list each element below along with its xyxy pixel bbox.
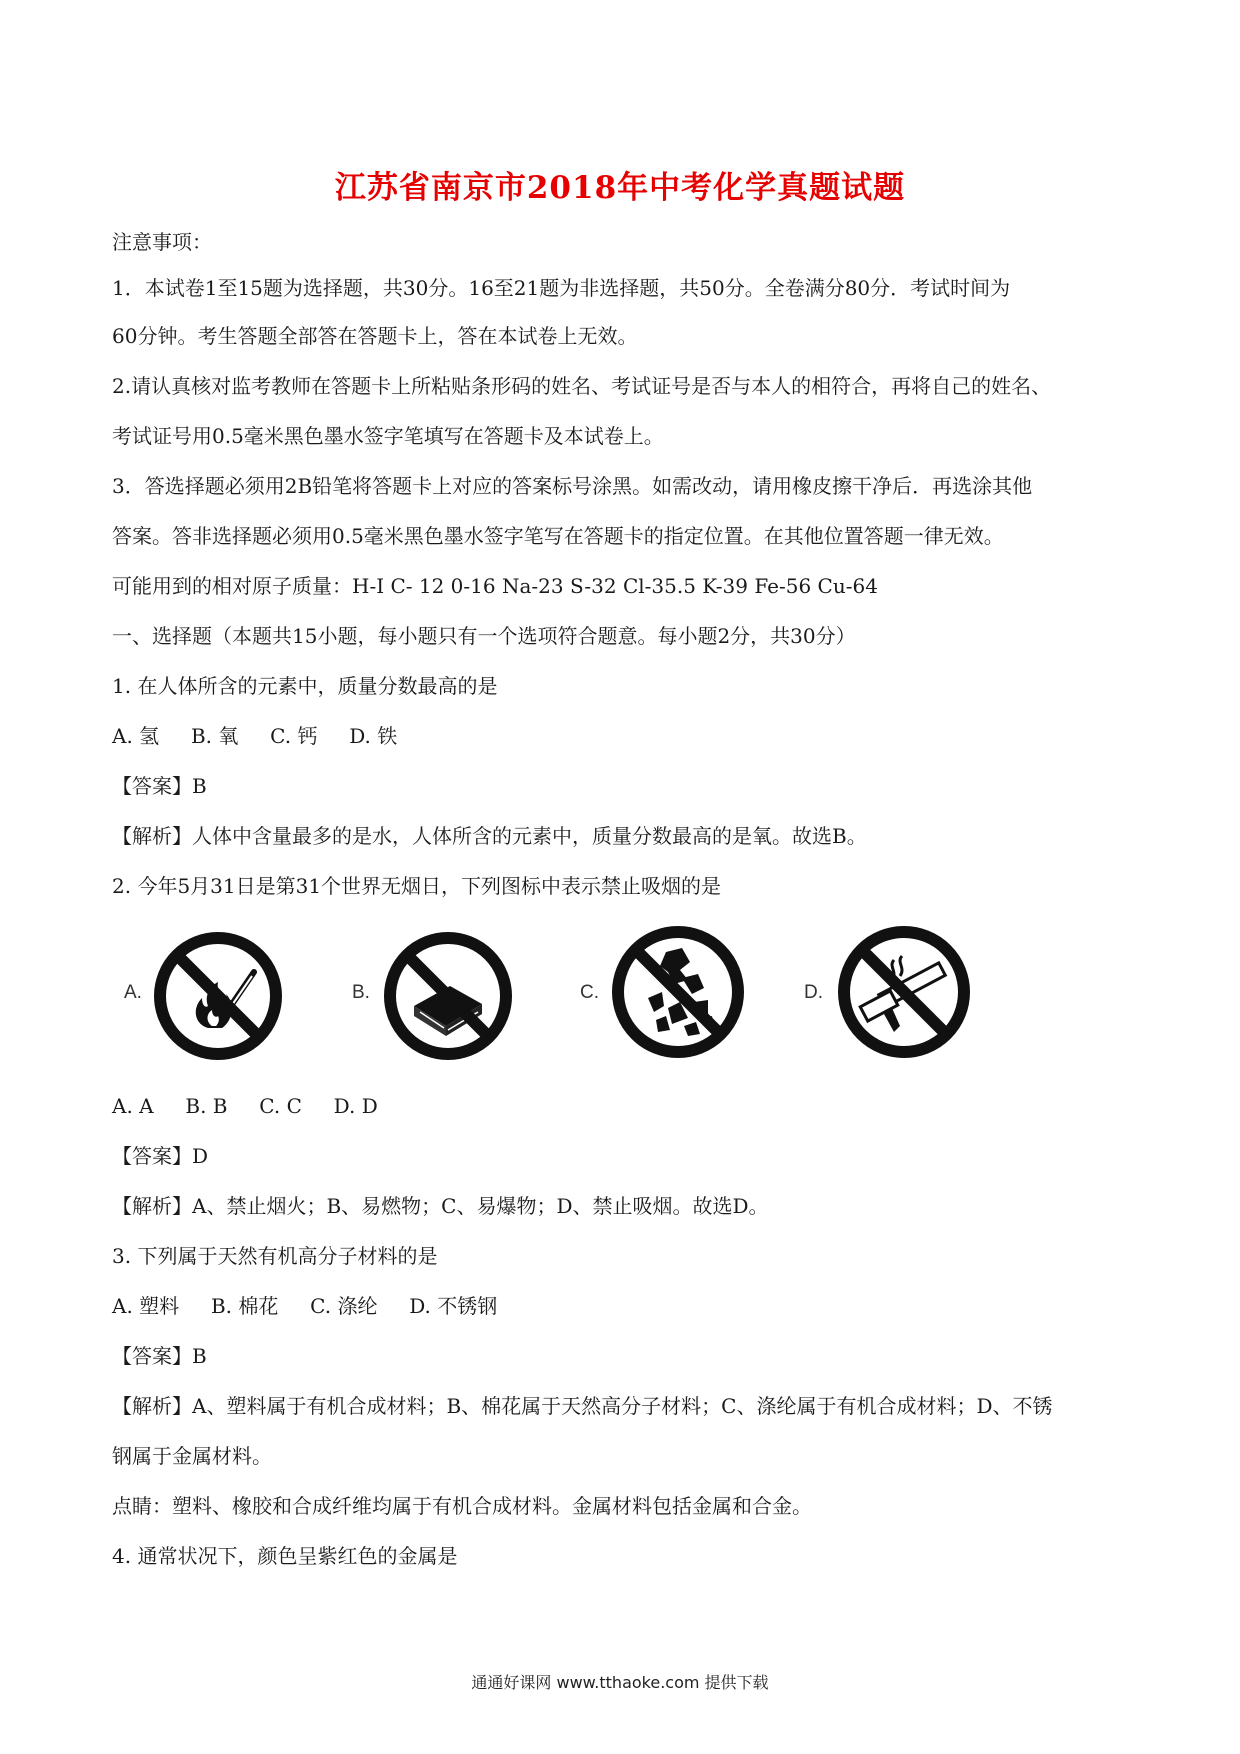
q1-analysis: 【解析】人体中含量最多的是水，人体所含的元素中，质量分数最高的是氧。故选B。 xyxy=(112,824,867,848)
notice-heading: 注意事项： xyxy=(112,230,212,254)
q1-options: A. 氢 B. 氧 C. 钙 D. 铁 xyxy=(112,724,398,748)
notice-item2-line1: 2.请认真核对监考教师在答题卡上所粘贴条形码的姓名、考试证号是否与本人的相符合，再将自己的姓名、 xyxy=(112,374,1052,398)
no-flammable-icon xyxy=(380,928,516,1064)
section1-heading: 一、选择题（本题共15小题，每小题只有一个选项符合题意。每小题2分，共30分） xyxy=(112,624,856,648)
q1-answer: 【答案】B xyxy=(112,774,207,798)
sign-d-label: D. xyxy=(804,982,823,1003)
no-fire-icon xyxy=(150,928,286,1064)
q3-options: A. 塑料 B. 棉花 C. 涤纶 D. 不锈钢 xyxy=(112,1294,498,1318)
atomic-masses: 可能用到的相对原子质量：H-I C- 12 0-16 Na-23 S-32 Cl-35.5 K-39 Fe-56 Cu-64 xyxy=(112,574,878,598)
q3-analysis-line2: 钢属于金属材料。 xyxy=(112,1444,272,1468)
notice-item3-line1: 3．答选择题必须用2B铅笔将答题卡上对应的答案标号涂黑。如需改动，请用橡皮擦干净后．再选涂其他 xyxy=(112,474,1033,498)
q3-answer: 【答案】B xyxy=(112,1344,207,1368)
sign-b-label: B. xyxy=(352,982,370,1003)
notice-item3-line2: 答案。答非选择题必须用0.5毫米黑色墨水签字笔写在答题卡的指定位置。在其他位置答题一律无效。 xyxy=(112,524,1004,548)
q2-options: A. A B. B C. C D. D xyxy=(112,1094,378,1118)
no-smoking-icon xyxy=(834,922,974,1062)
sign-c-label: C. xyxy=(580,982,599,1003)
sign-a-label: A. xyxy=(124,982,142,1003)
notice-item1-line2: 60分钟。考生答题全部答在答题卡上，答在本试卷上无效。 xyxy=(112,324,638,348)
q3-analysis-line1: 【解析】A、塑料属于有机合成材料；B、棉花属于天然高分子材料；C、涤纶属于有机合成材料；D、不锈 xyxy=(112,1394,1053,1418)
no-explosive-icon xyxy=(608,922,748,1062)
q2-analysis: 【解析】A、禁止烟火；B、易燃物；C、易爆物；D、禁止吸烟。故选D。 xyxy=(112,1194,769,1218)
notice-item2-line2: 考试证号用0.5毫米黑色墨水签字笔填写在答题卡及本试卷上。 xyxy=(112,424,664,448)
footer-source: 通通好课网 www.tthaoke.com 提供下载 xyxy=(471,1673,769,1692)
q4-stem: 4. 通常状况下，颜色呈紫红色的金属是 xyxy=(112,1544,458,1568)
q2-answer: 【答案】D xyxy=(112,1144,209,1168)
q2-stem: 2. 今年5月31日是第31个世界无烟日，下列图标中表示禁止吸烟的是 xyxy=(112,874,722,898)
notice-item1-line1: 1．本试卷1至15题为选择题，共30分。16至21题为非选择题，共50分。全卷满分80分．考试时间为 xyxy=(112,276,1011,300)
q1-stem: 1. 在人体所含的元素中，质量分数最高的是 xyxy=(112,674,498,698)
q3-tip: 点睛：塑料、橡胶和合成纤维均属于有机合成材料。金属材料包括金属和合金。 xyxy=(112,1494,812,1518)
q3-stem: 3. 下列属于天然有机高分子材料的是 xyxy=(112,1244,438,1268)
page-title: 江苏省南京市2018年中考化学真题试题 xyxy=(334,170,906,206)
